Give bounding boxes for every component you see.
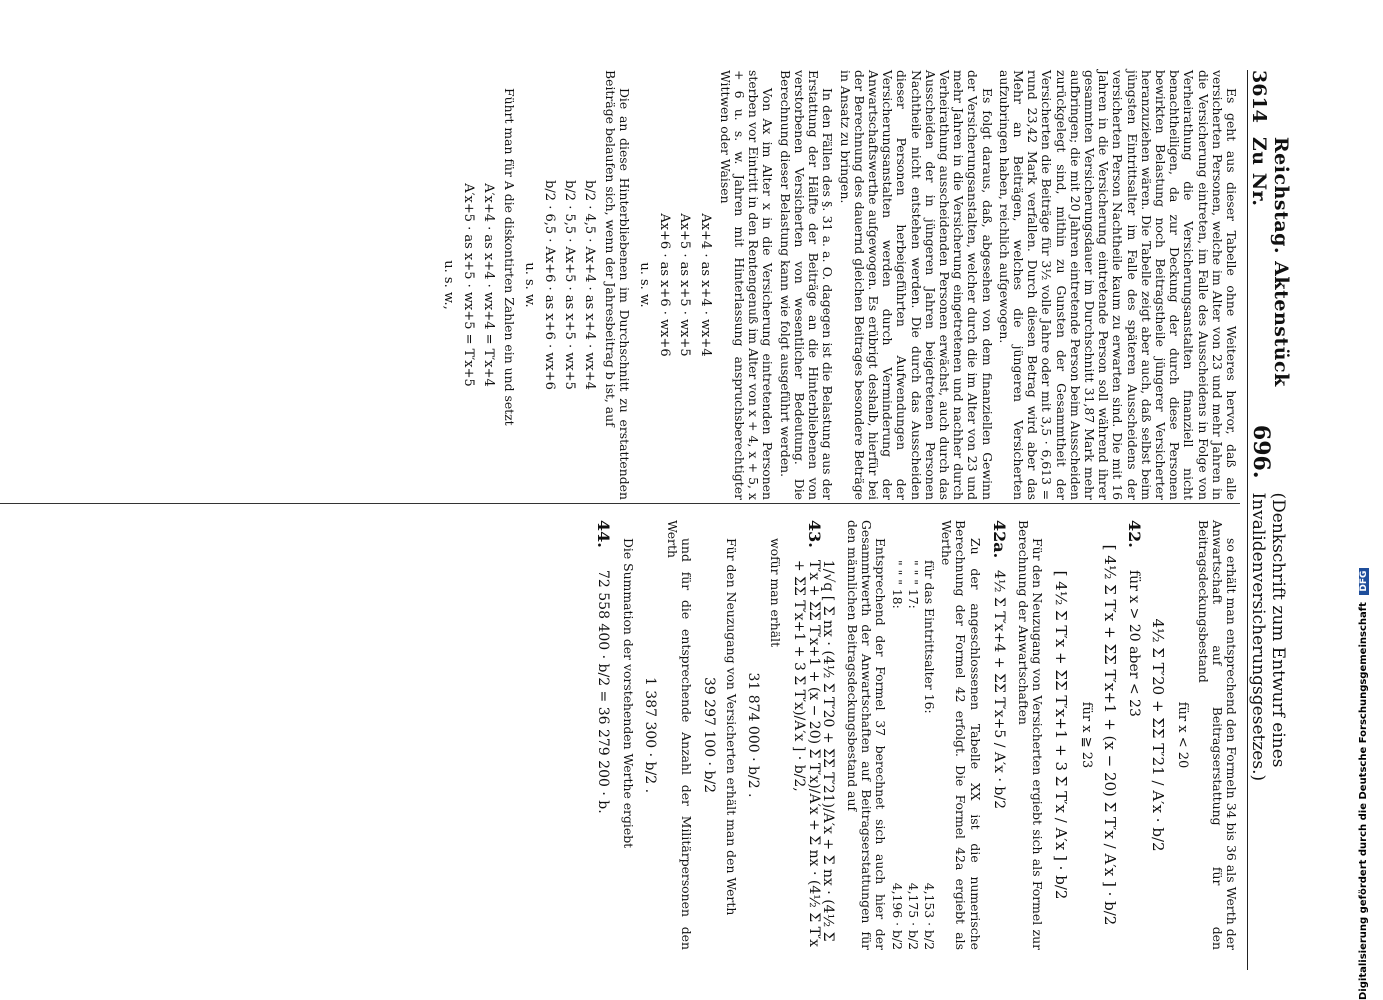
paragraph: Führt man für A die diskontirten Zahlen ein und setzt [501,88,517,426]
credit-text: Digitalisierung gefördert durch die Deutsche Forschungsgemeinschaft [1358,602,1369,1000]
paragraph: Es geht aus dieser Tabelle ohne Weiteres hervor, daß alle versicherten Personen, welche im Alter von 23 und mehr Jahren in die Versicherung eintreten, im Falle des Ausscheidens in Folge von Verheirathung die Versicherungsanstalten finanziell nicht benachtheiligen, da zur Deckung der durch diese Personen bewirkten Belastung noch Beitragstheile jüngerer Versicherter heranzuziehen wären. Die Tabelle zeigt aber auch, daß selbst beim jüngsten Eintrittsalter im Falle des späteren Ausscheidens der versicherten Person Nachtheile kaum zu erwarten sind. Die mit 16 Jahren in die Versicherung eintretende Person soll während ihrer gesammten Versicherungsdauer im Durchschnitt 31,87 Mark mehr aufbringen; die mit 20 Jahren eintretende Person beim Ausscheiden zurückgelegt sind, mithin zu Gunsten der Gesammtheit der Versicherten die Beiträge für 3½ volle Jahre oder mit 3,5 · 6,613 = rund 23,42 Mark verfallen. Durch diesen Betrag wird aber das Mehr an Beiträgen, welches die jüngeren Versicherten aufzubringen haben, reichlich aufgewogen. [996,70,1239,500]
row-label: " " " 18: [889,560,905,609]
formula: 4½ Σ T′x+4 + ΣΣ T′x+5 / A′x · b/2 [990,570,1007,809]
equation-42 [1124,520,1144,950]
paragraph: Von Ax im Alter x in die Versicherung eintretenden Personen sterben vor Eintritt in den Rentengenuß im Alter von x + 4, x + 5, x + 6 u. s. w. Jahren mit Hinterlassung anspruchsberechtigter Wittwen oder Waisen [717,70,776,500]
result-value: 39 297 100 · b/2 [700,676,717,794]
result-value: 31 874 000 · b/2 . [744,672,761,798]
page-number: 3614 [1248,70,1270,123]
continuation-text: u. s. w. [521,262,537,308]
formula: [ 4½ Σ T′x + ΣΣ T′x+1 + 3 Σ T′x / A′x ] · b/2 [1052,570,1071,900]
column-divider [0,503,1240,504]
condition-label: für x < 20 [1175,701,1191,769]
paragraph: Für den Neuzugang von Versicherten ergiebt sich als Formel zur Berechnung der Anwartschaften [1015,520,1046,950]
digitization-credit [1358,568,1369,1000]
page-subtitle: (Denkschrift zum Entwurf eines Invalidenversicherungsgesetzes.) [1248,492,1288,782]
formula: Ax+6 · as x+6 · wx+6 [657,213,673,357]
dfg-logo: DFG [1359,568,1369,595]
paragraph: und für die entsprechende Anzahl der Militärpersonen den Werth [665,520,695,950]
equation-number: 42a. [989,520,1009,559]
paragraph: In den Fällen des §. 31 a. a. O. dagegen ist die Belastung aus der Erstattung der Hälfte der Beiträge an die Hinterbliebenen von verstorbenen Versicherten von wesentlicher Bedeutung. Die Berechnung dieser Belastung kann wie folgt ausgeführt werden. [777,70,836,500]
value-row [922,560,936,950]
formula: b/2 · 5,5 · Ax+5 · as x+5 · wx+5 [562,180,578,390]
formula: b/2 · 4,5 · Ax+4 · as x+4 · wx+4 [582,180,598,390]
document-number: 696. [1248,424,1274,479]
equation-42a [989,520,1009,950]
formula: A′x+4 · as x+4 · wx+4 = T′x+4 [481,183,497,387]
row-value: 4,175 · b/2 [905,882,921,950]
formula: 1/√q [ Σ nx · (4½ Σ T′20 + ΣΣ T′21)/A′x + Σ nx · (4½ Σ T′x + ΣΣ T′x+1 + (x − 20) Σ T′x)/A′x + Σ nx · (4½ Σ T′x + ΣΣ T′x+1 + 3 Σ T′x)/A′x ] · b/2, [791,559,836,948]
paragraph: so erhält man entsprechend den Formeln 34 bis 36 als Werth der Anwartschaft auf Beitragserstattung für den Beitragsdeckungsbestand [1195,520,1239,950]
row-value: 4,153 · b/2 [921,882,937,950]
page-header [1247,70,1292,970]
formula: Ax+5 · as x+5 · wx+5 [677,213,693,357]
formula: Ax+4 · as x+4 · wx+4 [697,213,713,357]
paragraph: Die Summation der vorstehenden Werthe ergiebt [620,538,636,849]
paragraph: Die an diese Hinterbliebenen im Durchschnitt zu erstattenden Beiträge belaufen sich, wenn der Jahresbeitrag b ist, auf [602,70,632,500]
row-label: " " " 17: [905,560,921,609]
value-row [889,560,903,950]
equation-number: 43. [804,520,824,548]
formula: A′x+5 · as x+5 · wx+5 = T′x+5 [461,183,477,387]
formula: 72 558 400 · b/2 = 36 279 200 · b. [595,570,612,814]
page-title: Reichstag. Aktenstück Zu Nr. [1248,136,1292,387]
condition-label: für x ≧ 23 [1078,701,1094,769]
continuation-text: u. s. w., [441,260,457,310]
result-value: 1 387 300 · b/2 . [641,676,658,794]
equation-44 [594,520,614,950]
paragraph: Für den Neuzugang von Versicherten erhält man den Werth [723,538,739,916]
formula: b/2 · 6,5 · Ax+6 · as x+6 · wx+6 [542,180,558,390]
equation-43 [792,520,835,950]
condition-label: für x > 20 aber < 23 [1125,570,1142,717]
paragraph: Es folgt daraus, daß, abgesehen von dem finanziellen Gewinn der Versicherungsanstalten, welcher durch die im Alter von 23 und mehr Jahren in die Versicherung eingetretenen und nachher durch Verheirathung ausscheidenden Personen erwächst, auch durch das Ausscheiden der in jüngeren Jahren beigetretenen Personen Nachtheile nicht entstehen werden. Die durch das Ausscheiden dieser Personen herbeigeführten Aufwendungen der Versicherungsanstalten werden durch Verminderung der Anwartschaftswerthe aufgewogen. Es erübrigt deshalb, hierfür bei der Berechnung des dauernd gleichen Beitrages besondere Beträge in Ansatz zu bringen. [837,70,995,500]
left-column [435,70,1238,500]
paragraph: Entsprechend der Formel 37 berechnet sich auch hier der Gesammtwerth der Anwartschaften auf Beitragserstattungen für den männlichen Beitragsdeckungsbestand auf [844,520,889,950]
row-label: für das Eintrittsalter 16: [921,560,937,714]
formula: 4½ Σ T′20 + ΣΣ T′21 / A′x · b/2 [1149,618,1168,852]
continuation-text: u. s. w. [637,262,653,308]
paragraph: Zu der angeschlossenen Tabelle XX ist die numerische Berechnung der Formel 42 erfolgt. Die Formel 42a ergiebt als Werthe [939,520,983,950]
row-value: 4,196 · b/2 [889,882,905,950]
equation-number: 42. [1124,520,1144,548]
paragraph: wofür man erhält [768,538,784,648]
formula: [ 4½ Σ T′x + ΣΣ T′x+1 + (x − 20) Σ T′x / A′x ] · b/2 [1100,544,1119,926]
value-row [906,560,920,950]
right-column [586,520,1238,950]
equation-number: 44. [594,520,614,548]
